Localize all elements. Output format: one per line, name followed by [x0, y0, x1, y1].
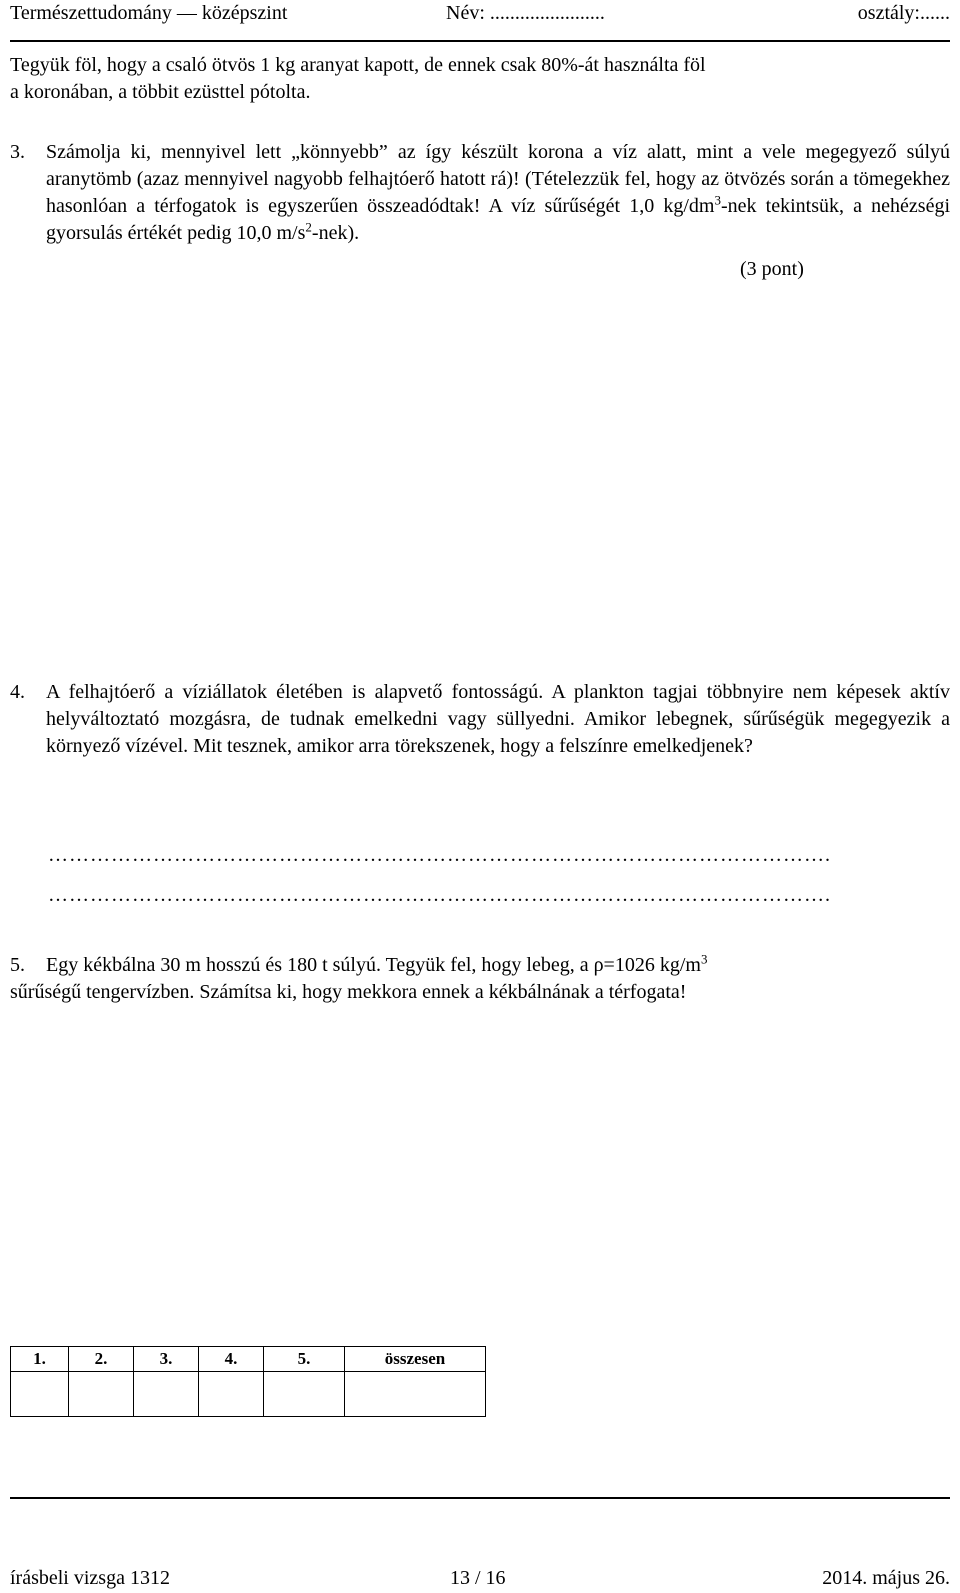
page-footer	[10, 1497, 950, 1593]
answer-line-1[interactable]: ………………………………………………………………………………………………….	[48, 844, 831, 866]
score-header-cell: 4.	[199, 1347, 264, 1372]
page-header	[10, 0, 950, 42]
score-table-header-row	[11, 1347, 486, 1372]
footer-page-number: 13 / 16	[450, 1567, 506, 1589]
header-name-field: Név: .......................	[446, 2, 605, 24]
question-5-number: 5.	[10, 954, 25, 976]
question-5-line-1: Egy kékbálna 30 m hosszú és 180 t súlyú. Tegyük fel, hogy lebeg, a ρ=1026 kg/m	[46, 954, 701, 976]
question-3-points: (3 pont)	[740, 258, 804, 280]
score-cell[interactable]	[199, 1372, 264, 1417]
question-3-number: 3.	[10, 141, 25, 163]
question-3-part-3: -nek).	[311, 222, 360, 244]
score-table	[10, 1346, 486, 1417]
question-3-part-1: Számolja ki, mennyivel lett „könnyebb” az így készült korona a víz alatt, mint a vele megegyező súlyú aranytömb (azaz mennyivel nagyobb felhajtóerő hatott rá)! (Tételezzük fel, hogy az ötvözés során a tömegekhez hasonlóan a térfogatok is egyszerűen összeadódtak! A víz sűrűségét 1,0 kg/dm	[46, 141, 950, 217]
score-table-value-row	[11, 1372, 486, 1417]
question-5-line-2: sűrűségű tengervízben. Számítsa ki, hogy mekkora ennek a kékbálnának a térfogata!	[10, 981, 687, 1003]
question-4	[10, 679, 950, 794]
score-cell-total[interactable]	[345, 1372, 486, 1417]
answer-line-2[interactable]: ………………………………………………………………………………………………….	[48, 884, 831, 906]
header-subject: Természettudomány — középszint	[10, 2, 288, 24]
footer-exam: írásbeli vizsga 1312	[10, 1567, 170, 1589]
footer-date: 2014. május 26.	[822, 1567, 950, 1589]
score-header-cell: 5.	[264, 1347, 345, 1372]
question-3-sup-1: 3	[714, 192, 721, 208]
question-5-second-line	[10, 979, 950, 1006]
question-3	[10, 139, 950, 259]
question-3-text	[46, 139, 950, 247]
question-3-sup-2: 2	[305, 219, 312, 235]
score-header-cell: 3.	[134, 1347, 199, 1372]
score-cell[interactable]	[11, 1372, 69, 1417]
score-cell[interactable]	[134, 1372, 199, 1417]
score-cell[interactable]	[69, 1372, 134, 1417]
score-header-cell: 1.	[11, 1347, 69, 1372]
question-5-text	[46, 952, 950, 979]
header-class-field: osztály:......	[857, 2, 950, 24]
score-cell[interactable]	[264, 1372, 345, 1417]
question-4-text: A felhajtóerő a víziállatok életében is alapvető fontosságú. A plankton tagjai többnyire nem képesek aktív helyváltoztató mozgásra, de tudnak emelkedni vagy süllyedni. Amikor lebegnek, sűrűségük megegyezik a környező vízével. Mit tesznek, amikor arra törekszenek, hogy a felszínre emelkedjenek?	[46, 681, 950, 757]
intro-line-1: Tegyük föl, hogy a csaló ötvös 1 kg aranyat kapott, de ennek csak 80%-át használta föl	[10, 54, 706, 76]
question-5-sup: 3	[700, 951, 708, 967]
score-header-cell: összesen	[345, 1347, 486, 1372]
intro-line-2: a koronában, a többit ezüsttel pótolta.	[10, 81, 311, 103]
score-header-cell: 2.	[69, 1347, 134, 1372]
intro-paragraph	[10, 52, 950, 106]
question-3-part-2: -nek tekintsük, a nehézségi gyorsulás értékét pedig 10,0 m/s	[46, 195, 951, 244]
question-4-number: 4.	[10, 681, 25, 703]
